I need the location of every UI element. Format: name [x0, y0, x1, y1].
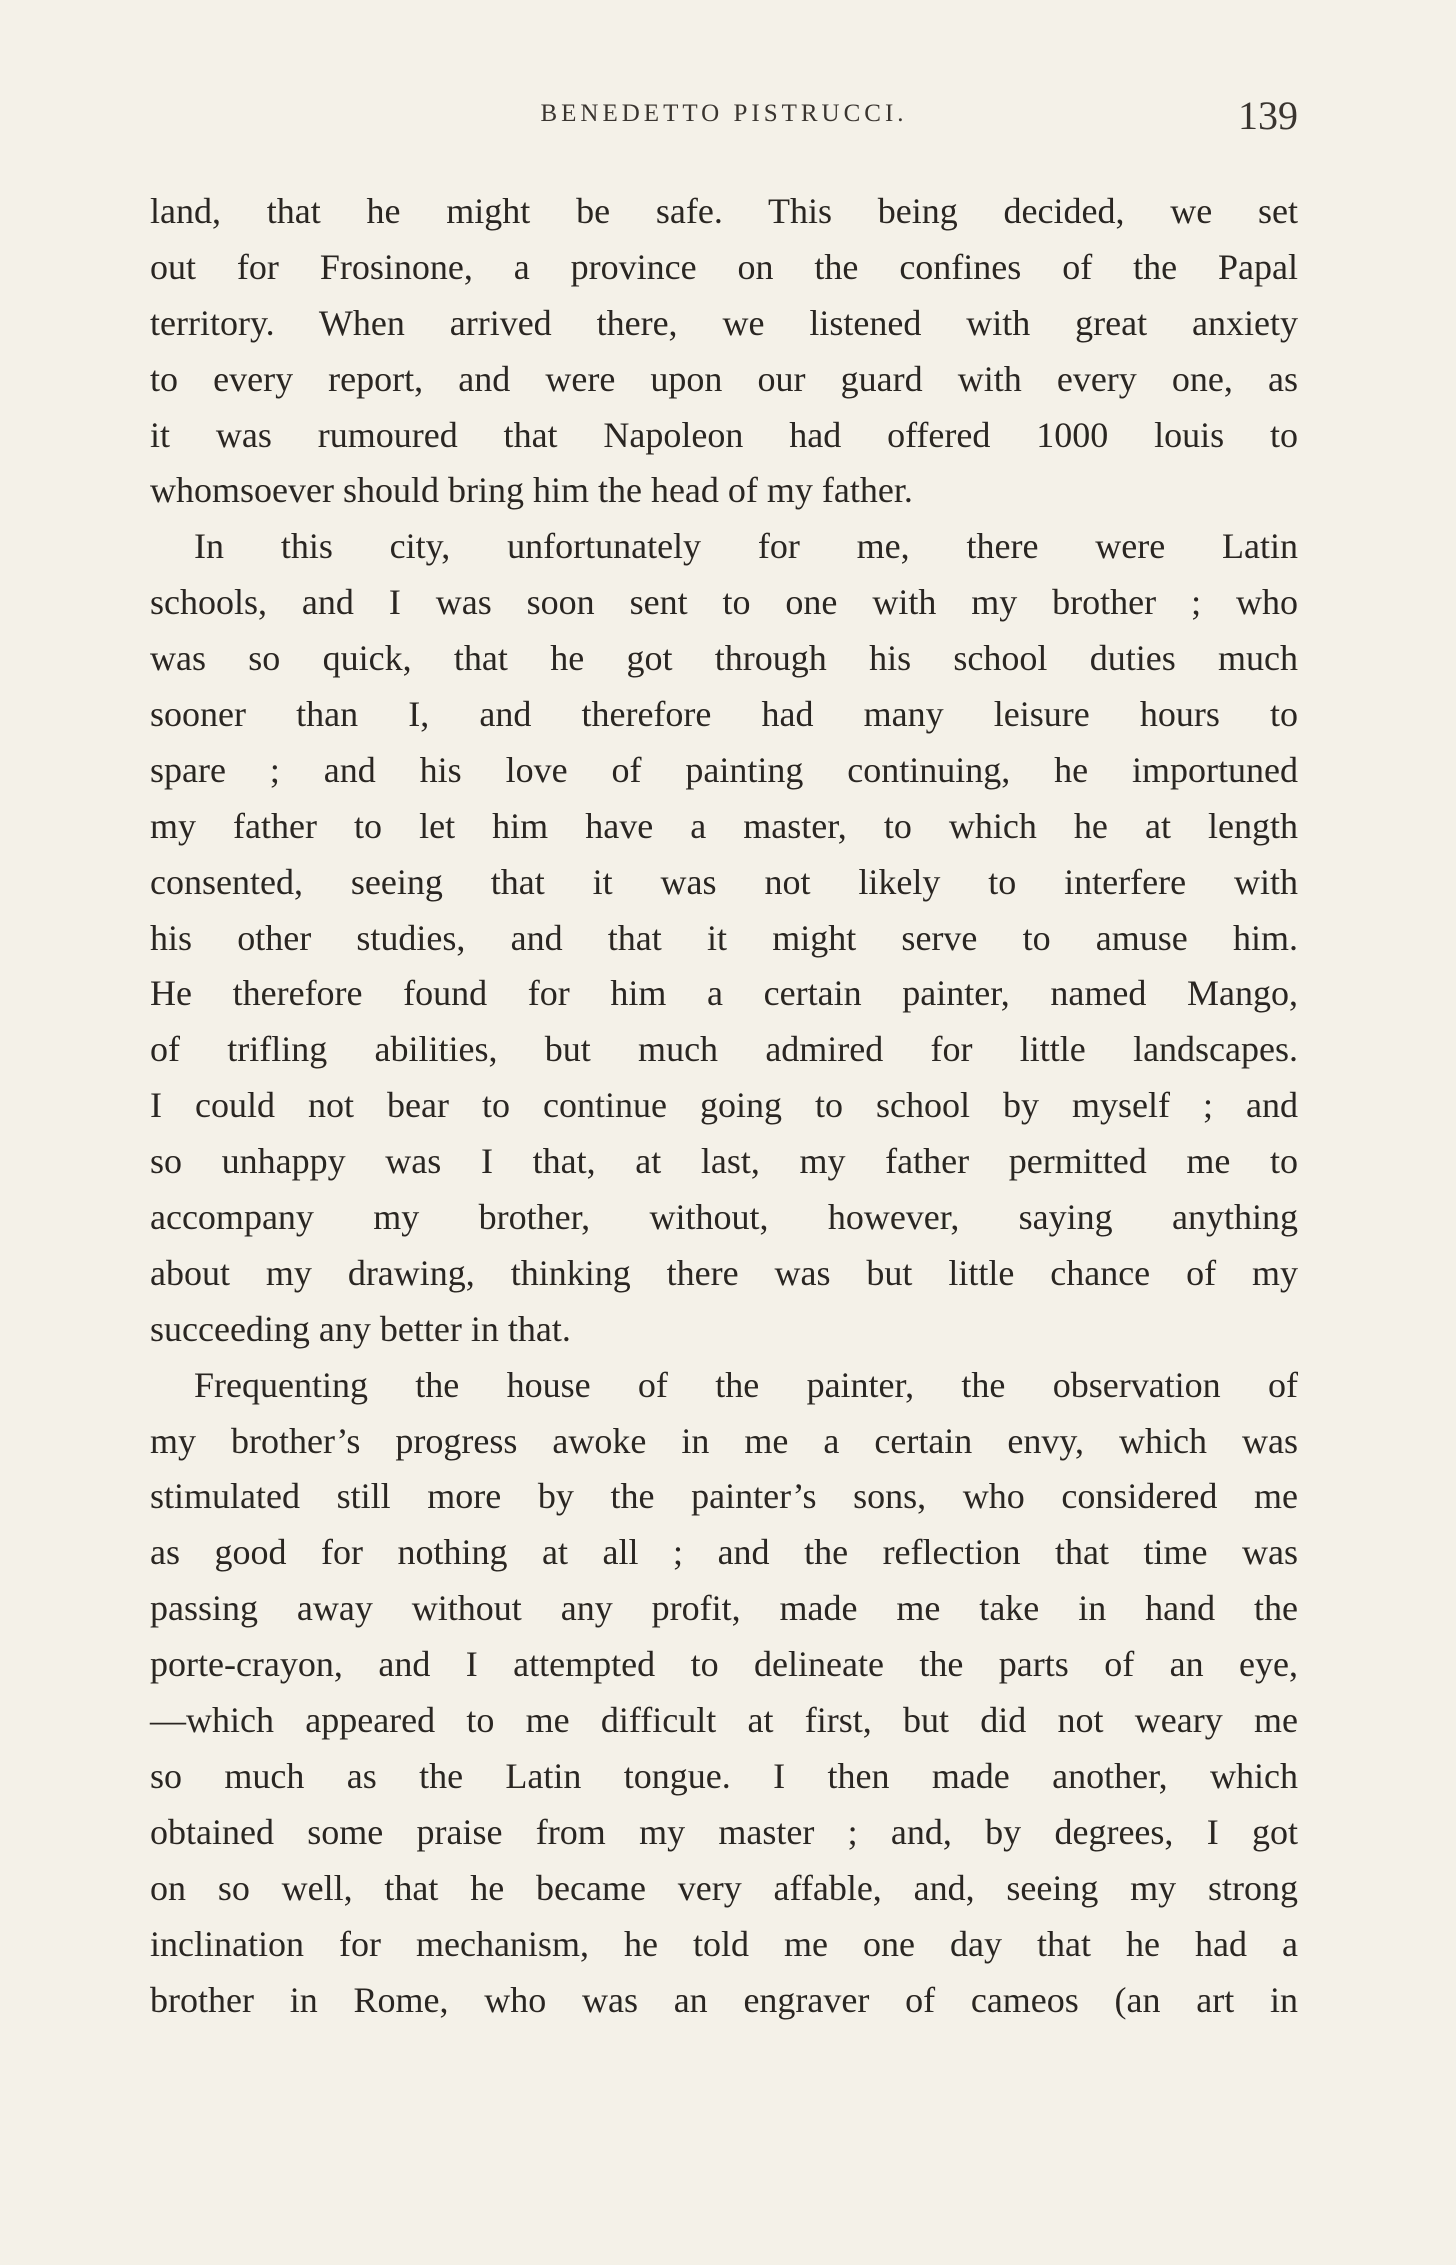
- running-title: BENEDETTO PISTRUCCI.: [540, 100, 908, 127]
- text-line: stimulated still more by the painter’s sons, who considered me: [150, 1476, 1298, 1517]
- text-line: was so quick, that he got through his school duties much: [150, 638, 1298, 679]
- body-text: [150, 184, 1298, 2028]
- text-line: passing away without any profit, made me take in hand the: [150, 1588, 1298, 1629]
- text-line: He therefore found for him a certain painter, named Mango,: [150, 973, 1298, 1014]
- text-line: my father to let him have a master, to which he at length: [150, 805, 1298, 846]
- text-line: sooner than I, and therefore had many leisure hours to: [150, 694, 1298, 735]
- text-line: I could not bear to continue going to school by myself ; and: [150, 1085, 1298, 1126]
- text-line: on so well, that he became very affable, and, seeing my strong: [150, 1867, 1298, 1908]
- text-line: his other studies, and that it might serve to amuse him.: [150, 917, 1298, 958]
- text-line: spare ; and his love of painting continuing, he importuned: [150, 749, 1298, 790]
- page-number: 139: [1238, 93, 1298, 138]
- text-line: whomsoever should bring him the head of my father.: [150, 470, 913, 511]
- running-head: [150, 92, 1298, 140]
- text-line: so much as the Latin tongue. I then made another, which: [150, 1755, 1298, 1796]
- text-line: schools, and I was soon sent to one with my brother ; who: [150, 582, 1298, 623]
- text-line: as good for nothing at all ; and the reflection that time was: [150, 1532, 1298, 1573]
- text-line: —which appeared to me difficult at first, but did not weary me: [150, 1700, 1298, 1741]
- text-line: porte-crayon, and I attempted to delineate the parts of an eye,: [150, 1644, 1298, 1685]
- text-line: succeeding any better in that.: [150, 1308, 571, 1349]
- text-line: my brother’s progress awoke in me a certain envy, which was: [150, 1420, 1298, 1461]
- text-line: about my drawing, thinking there was but little chance of my: [150, 1252, 1298, 1293]
- text-line: accompany my brother, without, however, saying anything: [150, 1197, 1298, 1238]
- text-line: consented, seeing that it was not likely to interfere with: [150, 861, 1298, 902]
- text-line: it was rumoured that Napoleon had offered 1000 louis to: [150, 414, 1298, 455]
- text-line: of trifling abilities, but much admired for little landscapes.: [150, 1029, 1298, 1070]
- text-line: brother in Rome, who was an engraver of cameos (an art in: [150, 1979, 1298, 2020]
- text-line: territory. When arrived there, we listened with great anxiety: [150, 302, 1298, 343]
- text-line: inclination for mechanism, he told me one day that he had a: [150, 1923, 1298, 1964]
- text-line: out for Frosinone, a province on the confines of the Papal: [150, 246, 1298, 287]
- text-line: In this city, unfortunately for me, there were Latin: [194, 526, 1298, 567]
- text-line: Frequenting the house of the painter, the observation of: [194, 1364, 1298, 1405]
- text-line: land, that he might be safe. This being decided, we set: [150, 191, 1298, 231]
- text-line: so unhappy was I that, at last, my father permitted me to: [150, 1141, 1298, 1182]
- text-line: to every report, and were upon our guard with every one, as: [150, 358, 1298, 399]
- text-line: obtained some praise from my master ; and, by degrees, I got: [150, 1811, 1298, 1852]
